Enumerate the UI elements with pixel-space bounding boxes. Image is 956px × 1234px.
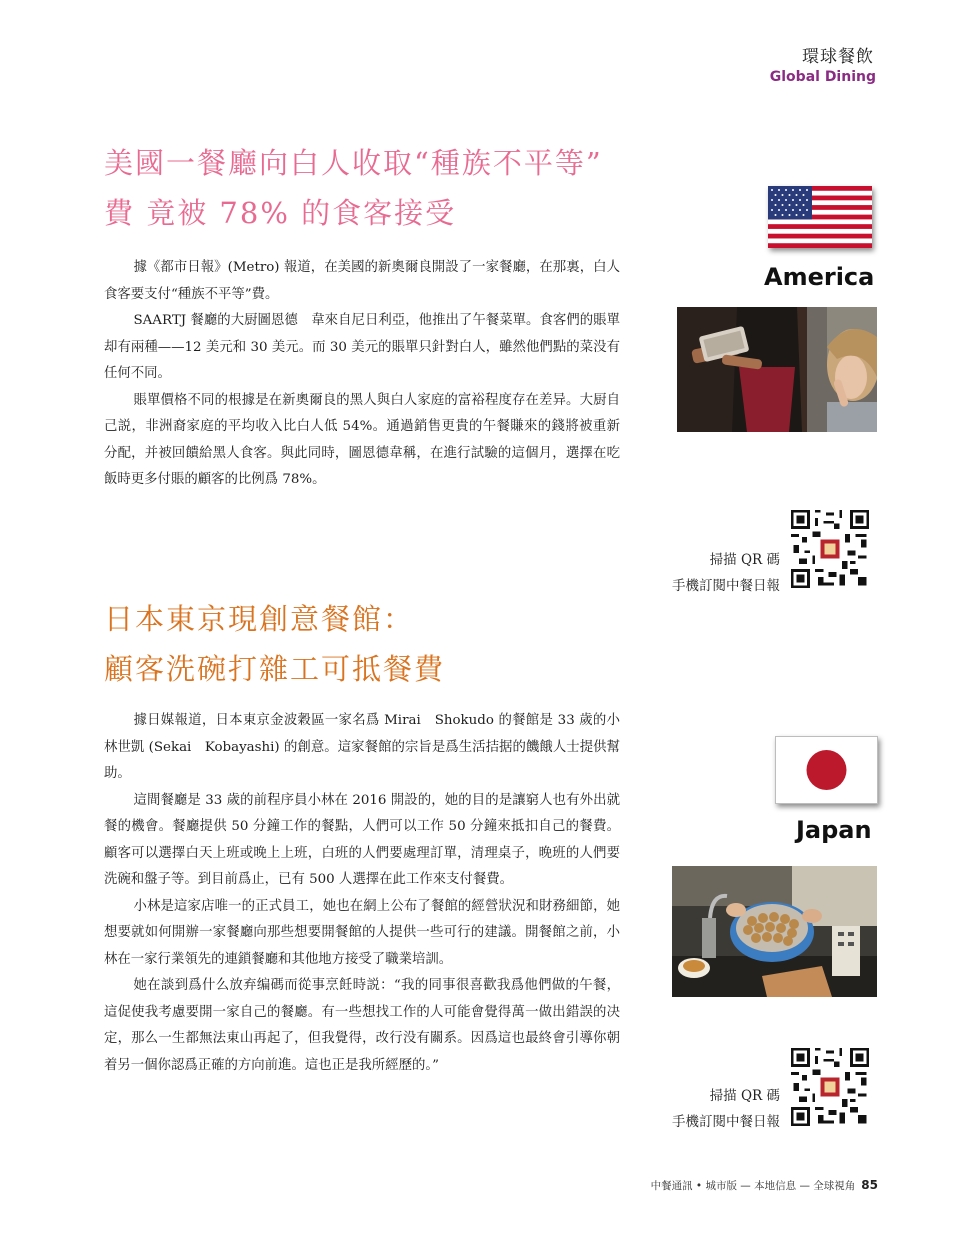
country-label-america: America <box>764 263 875 291</box>
restaurant-photo-image <box>677 307 877 432</box>
page-number: 85 <box>861 1178 878 1192</box>
section-title-en: Global Dining <box>769 69 876 85</box>
article2-headline-line2: 顧客洗碗打雜工可抵餐費 <box>104 652 446 686</box>
qr-caption-line1: 掃描 QR 碼 <box>709 1088 780 1104</box>
article1-paragraph: 賬單價格不同的根據是在新奧爾良的黑人與白人家庭的富裕程度存在差异。大厨自己説，非洲裔家庭的平均收入比白人低 54%。通過銷售更貴的午餐賺來的錢將被重新分配，并被回饋給黑人食客。與此同時，圖恩德韋稱，在進行試驗的這個月，選擇在吃飯時更多付賬的顧客的比例爲 78%。 <box>104 392 620 487</box>
japan-flag-icon <box>775 736 878 804</box>
qr-caption-line2: 手機訂閱中餐日報 <box>672 578 780 594</box>
article1-headline <box>104 138 664 238</box>
qr-caption-line2: 手機訂閱中餐日報 <box>672 1114 780 1130</box>
article2-paragraph: 小林是這家店唯一的正式員工，她也在網上公布了餐館的經營狀況和財務細節，她想要就如何開辦一家餐廳向那些想要開餐館的人提供一些可行的建議。開餐館之前，小林在一家行業領先的連鎖餐廳和其他地方接受了職業培訓。 <box>104 898 620 967</box>
page-footer <box>651 1178 878 1193</box>
article2-paragraph: 據日媒報道，日本東京金波穀區一家名爲 Mirai Shokudo 的餐館是 33 歲的小林世凱 (Sekai Kobayashi) 的創意。這家餐館的宗旨是爲生活拮据的饑餓人士提供幫助。 <box>104 713 620 781</box>
qr-caption-line1: 掃描 QR 碼 <box>709 552 780 568</box>
qr-code-icon[interactable] <box>791 510 869 588</box>
restaurant-photo <box>677 307 877 432</box>
article2-body <box>104 708 620 1079</box>
article2-paragraph: 她在談到爲什么放弃编碼而從事烹飪時説：“我的同事很喜歡我爲他們做的午餐，這促使我考慮要開一家自己的餐廳。有一些想找工作的人可能會覺得萬一做出錯誤的决定，那么一生都無法東山再起了，但我覺得，改行没有關系。因爲這也最終會引導你朝着另一個你認爲正確的方向前進。這也正是我所經歷的。” <box>104 978 620 1073</box>
article2-paragraph: 這間餐廳是 33 歲的前程序員小林在 2016 開設的，她的目的是讓窮人也有外出就餐的機會。餐廳提供 50 分鐘工作的餐點，人們可以工作 50 分鐘來抵扣自己的餐費。顧客可以選擇白天上班或晚上上班，白班的人們要處理訂單，清理桌子，晚班的人們要洗碗和盤子等。到目前爲止，已有 500 人選擇在此工作來支付餐費。 <box>104 792 620 887</box>
qr-code-icon[interactable] <box>791 1048 869 1126</box>
footer-text: 中餐通訊 • 城市版 — 本地信息 — 全球視角 <box>650 1180 856 1192</box>
article1-headline-line2: 費 竟被 78% 的食客接受 <box>104 196 457 230</box>
article1-body <box>104 255 620 494</box>
article1-headline-line1: 美國一餐廳向白人收取“種族不平等” <box>104 146 603 180</box>
kitchen-photo <box>672 866 877 997</box>
country-label-japan: Japan <box>796 816 872 844</box>
article1-paragraph: SAARTJ 餐廳的大厨圖恩德 韋來自尼日利亞，他推出了午餐菜單。食客們的賬單却有兩種——12 美元和 30 美元。而 30 美元的賬單只針對白人，雖然他們點的菜没有任何不同。 <box>104 313 620 381</box>
qr-caption <box>672 1083 780 1135</box>
us-flag-icon <box>768 186 872 248</box>
qr-caption <box>672 547 780 599</box>
kitchen-photo-image <box>672 866 877 997</box>
article1-paragraph: 據《都市日報》(Metro) 報道，在美國的新奧爾良開設了一家餐廳，在那裏，白人食客要支付“種族不平等”費。 <box>104 260 620 302</box>
section-title-cn: 環球餐飲 <box>802 47 874 67</box>
article2-headline <box>104 594 664 694</box>
japan-flag-icon-svg <box>776 737 877 803</box>
article2-headline-line1: 日本東京現創意餐館： <box>104 602 415 636</box>
